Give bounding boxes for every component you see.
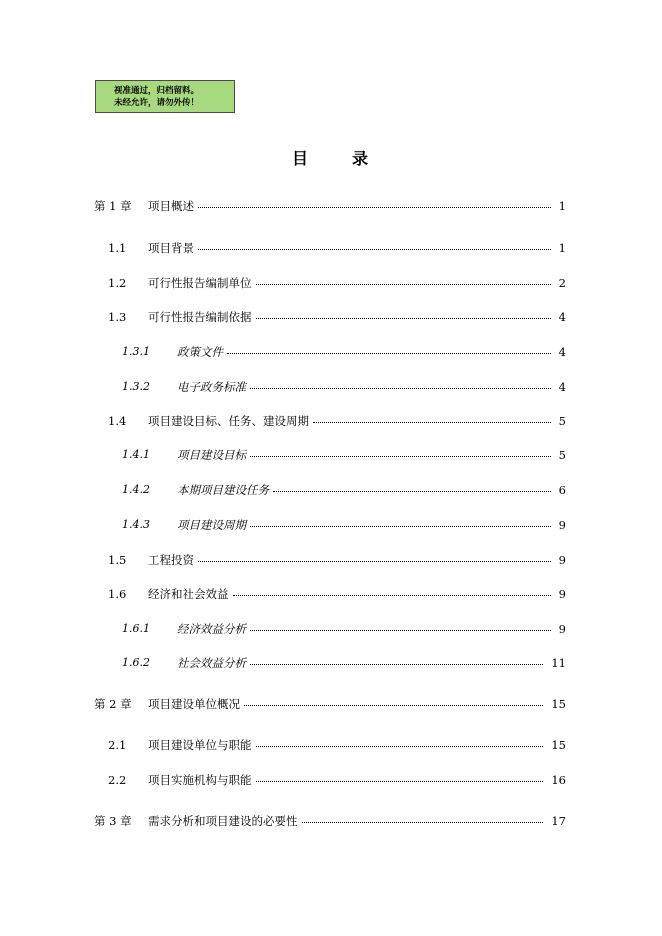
toc-page-number: 5 bbox=[558, 448, 566, 462]
toc-entry-number: 2.2 bbox=[108, 773, 127, 787]
toc-entry-title: 可行性报告编制依据 bbox=[148, 310, 252, 324]
title-char-2: 录 bbox=[352, 149, 371, 168]
toc-entry[interactable] bbox=[0, 812, 662, 830]
toc-entry-title: 工程投资 bbox=[148, 553, 194, 567]
toc-entry[interactable] bbox=[0, 695, 662, 713]
toc-entry-number: 1.1 bbox=[108, 241, 127, 255]
toc-entry-number: 1.3.2 bbox=[122, 380, 150, 393]
toc-leader-dots bbox=[198, 249, 551, 250]
toc-entry[interactable] bbox=[0, 274, 662, 292]
toc-leader-dots bbox=[256, 318, 551, 319]
toc-leader-dots bbox=[198, 561, 551, 562]
toc-page-number: 4 bbox=[558, 310, 566, 324]
toc-page-number: 9 bbox=[558, 587, 566, 601]
toc-entry-title: 项目建设单位概况 bbox=[148, 697, 240, 711]
toc-page-number: 9 bbox=[558, 518, 566, 532]
toc-entry-title: 项目背景 bbox=[148, 241, 194, 255]
toc-entry-title: 项目概述 bbox=[148, 199, 194, 213]
toc-page-number: 1 bbox=[558, 241, 566, 255]
toc-page-number: 5 bbox=[558, 414, 566, 428]
toc-leader-dots bbox=[227, 353, 551, 354]
toc-page-number: 15 bbox=[551, 697, 566, 711]
toc-entry-number: 1.3.1 bbox=[122, 345, 150, 358]
toc-leader-dots bbox=[244, 705, 543, 706]
toc-leader-dots bbox=[250, 630, 551, 631]
toc-entry-number: 1.5 bbox=[108, 553, 127, 567]
toc-page-number: 17 bbox=[551, 814, 566, 828]
toc-entry-title: 社会效益分析 bbox=[177, 656, 246, 670]
toc-entry-number: 1.4 bbox=[108, 414, 127, 428]
toc-page-number: 16 bbox=[551, 773, 566, 787]
toc-entry-number: 第 3 章 bbox=[94, 814, 132, 828]
toc-entry-title: 项目实施机构与职能 bbox=[148, 773, 252, 787]
toc-page-number: 1 bbox=[558, 199, 566, 213]
toc-entry-title: 本期项目建设任务 bbox=[177, 483, 269, 497]
toc-leader-dots bbox=[256, 284, 551, 285]
toc-entry[interactable] bbox=[0, 197, 662, 215]
toc-entry-title: 项目建设目标、任务、建设周期 bbox=[148, 414, 309, 428]
toc-leader-dots bbox=[250, 526, 551, 527]
toc-entry-title: 项目建设周期 bbox=[177, 518, 246, 532]
title-char-1: 目 bbox=[291, 149, 310, 168]
toc-entry-number: 2.1 bbox=[108, 738, 127, 752]
toc-page-number: 9 bbox=[558, 622, 566, 636]
toc-entry-number: 1.2 bbox=[108, 276, 127, 290]
toc-page-number: 4 bbox=[558, 380, 566, 394]
page-title bbox=[0, 146, 662, 169]
toc-entry[interactable] bbox=[0, 620, 662, 638]
stamp-line-1: 视准通过，归档留料。 bbox=[114, 86, 200, 96]
toc-leader-dots bbox=[233, 595, 551, 596]
toc-entry-number: 1.4.3 bbox=[122, 518, 150, 531]
toc-entry-title: 电子政务标准 bbox=[177, 380, 246, 394]
toc-leader-dots bbox=[256, 781, 543, 782]
toc-entry[interactable] bbox=[0, 481, 662, 499]
toc-entry-number: 1.6.1 bbox=[122, 622, 150, 635]
toc-entry-title: 经济和社会效益 bbox=[148, 587, 229, 601]
stamp-line-2: 未经允许，请勿外传！ bbox=[114, 98, 200, 108]
toc-leader-dots bbox=[313, 422, 551, 423]
toc-page-number: 4 bbox=[558, 345, 566, 359]
watermark-stamp bbox=[95, 80, 235, 113]
toc-entry-number: 1.6.2 bbox=[122, 656, 150, 669]
toc-leader-dots bbox=[250, 456, 551, 457]
toc-entry[interactable] bbox=[0, 585, 662, 603]
toc-entry-number: 第 2 章 bbox=[94, 697, 132, 711]
toc-entry[interactable] bbox=[0, 239, 662, 257]
toc-entry-number: 1.3 bbox=[108, 310, 127, 324]
toc-leader-dots bbox=[250, 388, 551, 389]
toc-leader-dots bbox=[256, 746, 543, 747]
toc-page-number: 2 bbox=[558, 276, 566, 290]
toc-leader-dots bbox=[273, 491, 551, 492]
toc-page-number: 11 bbox=[551, 656, 566, 670]
toc-entry[interactable] bbox=[0, 736, 662, 754]
toc-page-number: 15 bbox=[551, 738, 566, 752]
toc-entry-number: 第 1 章 bbox=[94, 199, 132, 213]
toc-entry-number: 1.4.1 bbox=[122, 448, 150, 461]
toc-entry-title: 经济效益分析 bbox=[177, 622, 246, 636]
toc-page-number: 6 bbox=[558, 483, 566, 497]
toc-entry-title: 项目建设目标 bbox=[177, 448, 246, 462]
toc-leader-dots bbox=[198, 207, 551, 208]
toc-leader-dots bbox=[302, 822, 543, 823]
toc-entry[interactable] bbox=[0, 516, 662, 534]
toc-page-number: 9 bbox=[558, 553, 566, 567]
toc-entry[interactable] bbox=[0, 446, 662, 464]
toc-entry-title: 可行性报告编制单位 bbox=[148, 276, 252, 290]
toc-entry[interactable] bbox=[0, 378, 662, 396]
toc-leader-dots bbox=[250, 664, 543, 665]
toc-entry-title: 项目建设单位与职能 bbox=[148, 738, 252, 752]
toc-entry[interactable] bbox=[0, 343, 662, 361]
toc-entry-number: 1.4.2 bbox=[122, 483, 150, 496]
toc-entry[interactable] bbox=[0, 551, 662, 569]
toc-entry[interactable] bbox=[0, 308, 662, 326]
toc-entry[interactable] bbox=[0, 412, 662, 430]
toc-entry[interactable] bbox=[0, 771, 662, 789]
toc-entry-title: 政策文件 bbox=[177, 345, 223, 359]
toc-entry[interactable] bbox=[0, 654, 662, 672]
toc-entry-number: 1.6 bbox=[108, 587, 127, 601]
toc-entry-title: 需求分析和项目建设的必要性 bbox=[148, 814, 298, 828]
